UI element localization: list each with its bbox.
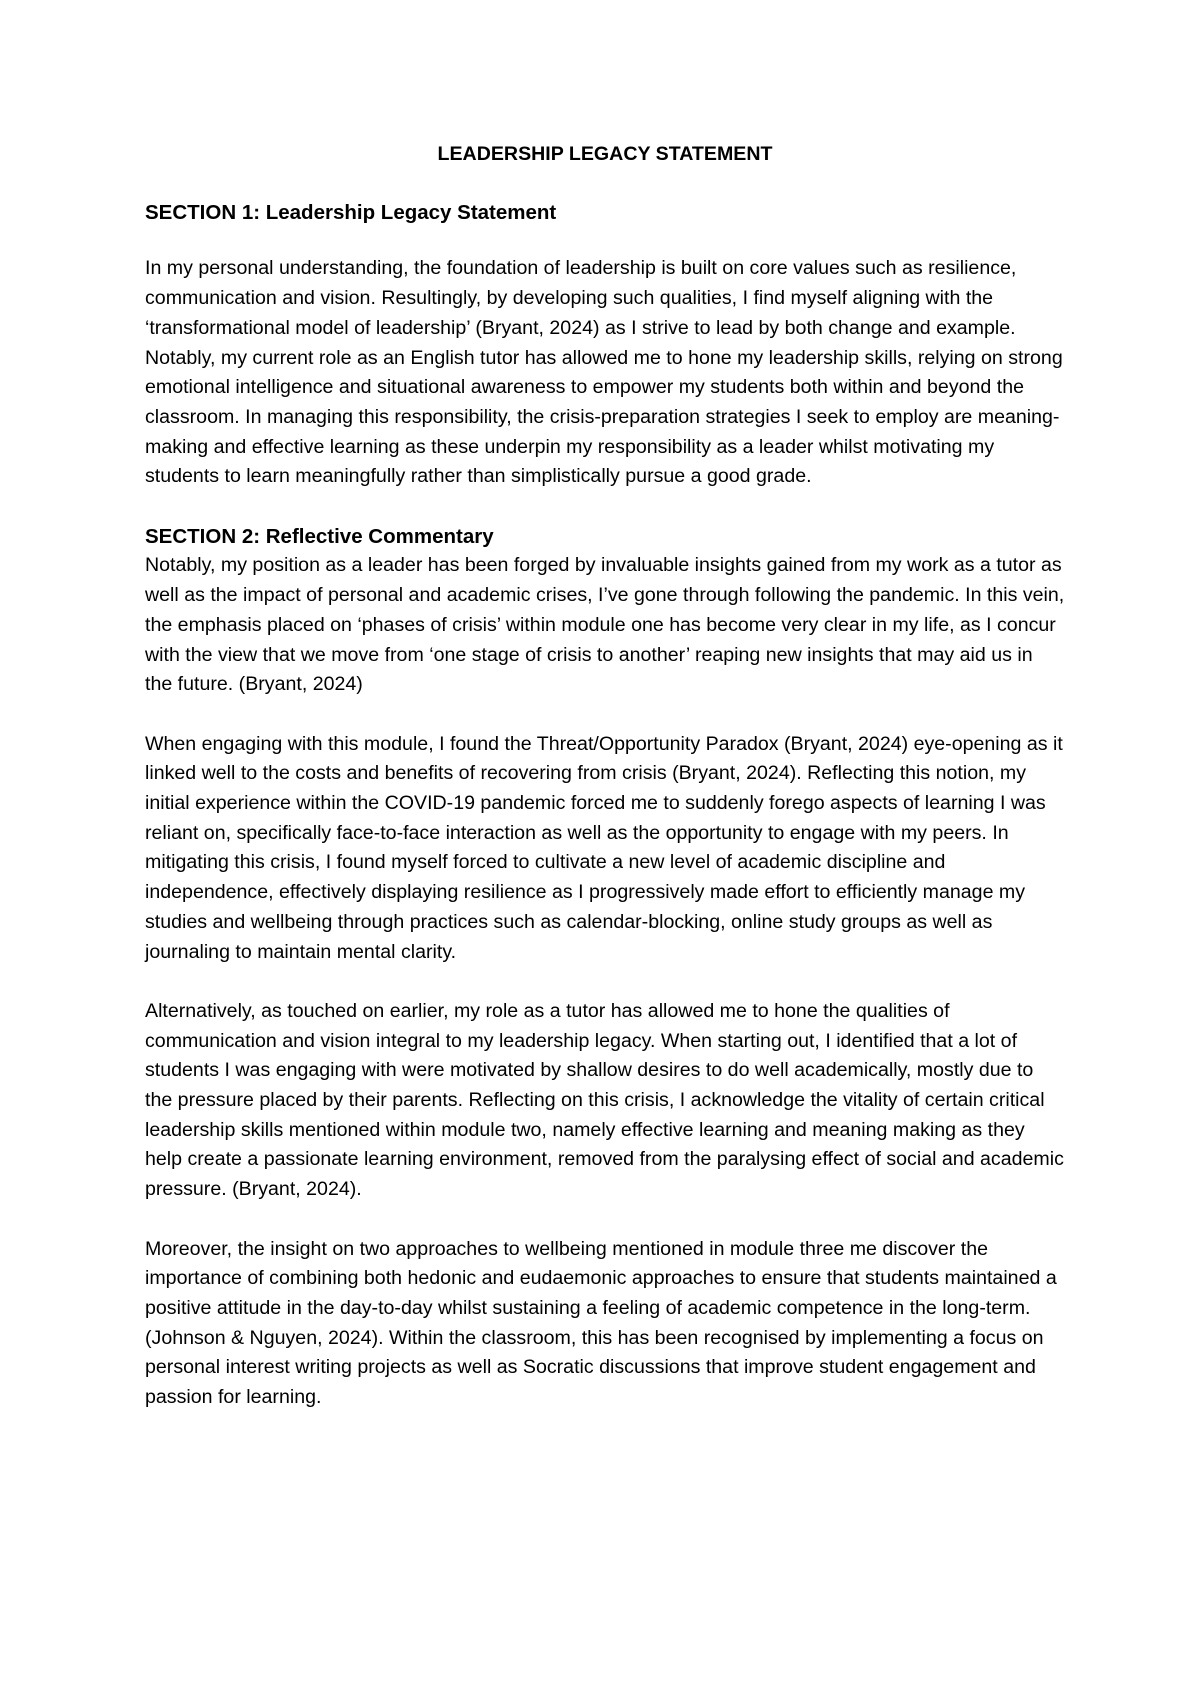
section-2-paragraph-2: When engaging with this module, I found the Threat/Opportunity Paradox (Bryant, 2024) eye-opening as it linked well to the costs and benefits of recovering from crisis (Bryant, 2024). Reflecting this notion, my initial experience within the COVID-19 pandemic forced me to suddenly forego aspects of learning I was reliant on, specifically face-to-face interaction as well as the opportunity to engage with my peers. In mitigating this crisis, I found myself forced to cultivate a new level of academic discipline and independence, effectively displaying resilience as I progressively made effort to efficiently manage my studies and wellbeing through practices such as calendar-blocking, online study groups as well as journaling to maintain mental clarity. [145, 732, 1063, 963]
document-title: LEADERSHIP LEGACY STATEMENT [437, 143, 773, 165]
spacer [145, 227, 1065, 254]
section-2-paragraph-4: Moreover, the insight on two approaches to wellbeing mentioned in module three me discover the importance of combining both hedonic and eudaemonic approaches to ensure that students maintained a positive attitude in the day-to-day whilst sustaining a feeling of academic competence in the long-term. (Johnson & Nguyen, 2024). Within the classroom, this has been recognised by implementing a focus on personal interest writing projects as well as Socratic discussions that improve student engagement and passion for learning. [145, 1237, 1057, 1409]
section-1-paragraph-1: In my personal understanding, the foundation of leadership is built on core values such as resilience, communication and vision. Resultingly, by developing such qualities, I find myself aligning with the ‘transformational model of leadership’ (Bryant, 2024) as I strive to lead by both change and example. Notably, my current role as an English tutor has allowed me to hone my leadership skills, relying on strong emotional intelligence and situational awareness to empower my students both within and beyond the classroom. In managing this responsibility, the crisis-preparation strategies I seek to employ are meaning-making and effective learning as these underpin my responsibility as a leader whilst motivating my students to learn meaningfully rather than simplistically pursue a good grade. [145, 257, 1063, 488]
spacer [145, 492, 1065, 522]
section-2-heading: SECTION 2: Reflective Commentary [145, 524, 494, 548]
section-1-heading: SECTION 1: Leadership Legacy Statement [145, 200, 557, 224]
section-2-paragraph-3: Alternatively, as touched on earlier, my role as a tutor has allowed me to hone the qualities of communication and vision integral to my leadership legacy. When starting out, I identified that a lot of students I was engaging with were motivated by shallow desires to do well academically, mostly due to the pressure placed by their parents. Reflecting on this crisis, I acknowledge the vitality of certain critical leadership skills mentioned within module two, namely effective learning and meaning making as they help create a passionate learning environment, removed from the paralysing effect of social and academic pressure. (Bryant, 2024). [145, 999, 1064, 1201]
document-body [145, 140, 1065, 1413]
section-2-paragraph-1: Notably, my position as a leader has been forged by invaluable insights gained from my work as a tutor as well as the impact of personal and academic crises, I’ve gone through following the pandemic. In this vein, the emphasis placed on ‘phases of crisis’ within module one has become very clear in my life, as I concur with the view that we move from ‘one stage of crisis to another’ reaping new insights that may aid us in the future. (Bryant, 2024) [145, 554, 1065, 696]
spacer [145, 700, 1065, 730]
spacer [145, 967, 1065, 997]
spacer [145, 1205, 1065, 1235]
